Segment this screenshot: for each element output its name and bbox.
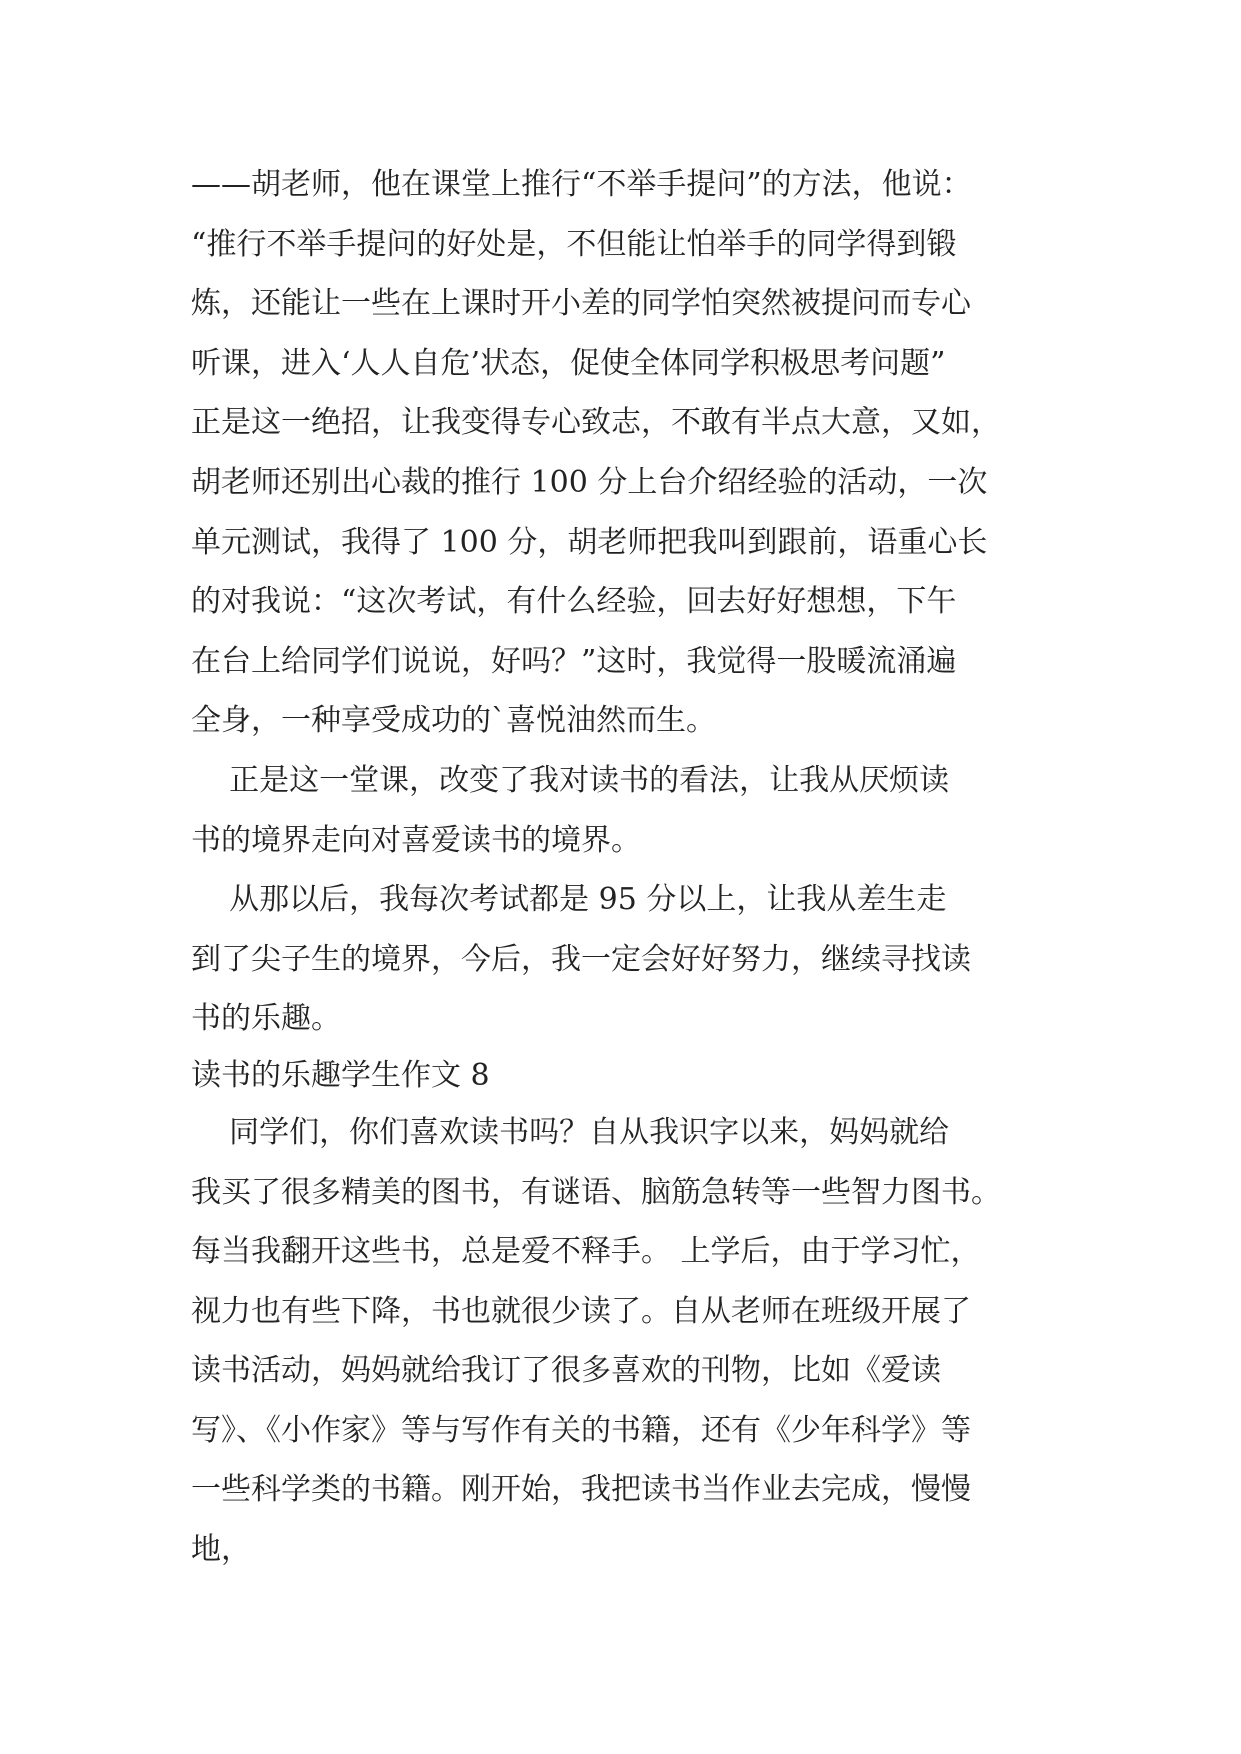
text-line: 一些科学类的书籍。刚开始，我把读书当作业去完成，慢慢 [191,1472,971,1508]
paragraph-start-line: 同学们，你们喜欢读书吗？自从我识字以来，妈妈就给 [191,1114,950,1150]
paragraph-start-line: 正是这一堂课，改变了我对读书的看法，让我从厌烦读 [191,762,950,798]
text-line: 单元测试，我得了 100 分，胡老师把我叫到跟前，语重心长 [191,524,988,560]
text-line: 书的境界走向对喜爱读书的境界。 [191,822,641,858]
text-line: “推行不举手提问的好处是，不但能让怕举手的同学得到锻 [191,226,957,262]
text-line: 全身，一种享受成功的`喜悦油然而生。 [191,703,716,739]
text-line: 到了尖子生的境界，今后，我一定会好好努力，继续寻找读 [191,941,971,977]
text-line: 书的乐趣。 [191,1001,341,1037]
text-line: 正是这一绝招，让我变得专心致志，不敢有半点大意，又如， [191,405,1001,441]
text-line: ——胡老师，他在课堂上推行“不举手提问”的方法，他说： [191,167,972,202]
text-line: 在台上给同学们说说，好吗？”这时，我觉得一股暖流涌遍 [191,643,957,679]
text-line: 胡老师还别出心裁的推行 100 分上台介绍经验的活动，一次 [191,464,988,500]
text-line: 的对我说：“这次考试，有什么经验，回去好好想想，下午 [191,584,957,620]
paragraph-start-line: 从那以后，我每次考试都是 95 分以上，让我从差生走 [191,882,947,918]
text-line: 视力也有些下降，书也就很少读了。自从老师在班级开展了 [191,1293,971,1329]
text-line: 读书活动，妈妈就给我订了很多喜欢的刊物，比如《爱读 [191,1353,941,1389]
text-line: 炼，还能让一些在上课时开小差的同学怕突然被提问而专心 [191,286,971,322]
text-line: 写》、《小作家》等与写作有关的书籍，还有《少年科学》等 [191,1412,971,1448]
text-line: 我买了很多精美的图书，有谜语、脑筋急转等一些智力图书。 [191,1174,1001,1210]
text-line: 地， [191,1532,251,1568]
text-line: 每当我翻开这些书，总是爱不释手。 上学后，由于学习忙， [191,1234,981,1270]
body-text [191,155,1051,1580]
section-heading: 读书的乐趣学生作文 8 [191,1057,490,1093]
text-line: 听课，进入‘人人自危’状态，促使全体同学积极思考问题” [191,345,946,381]
